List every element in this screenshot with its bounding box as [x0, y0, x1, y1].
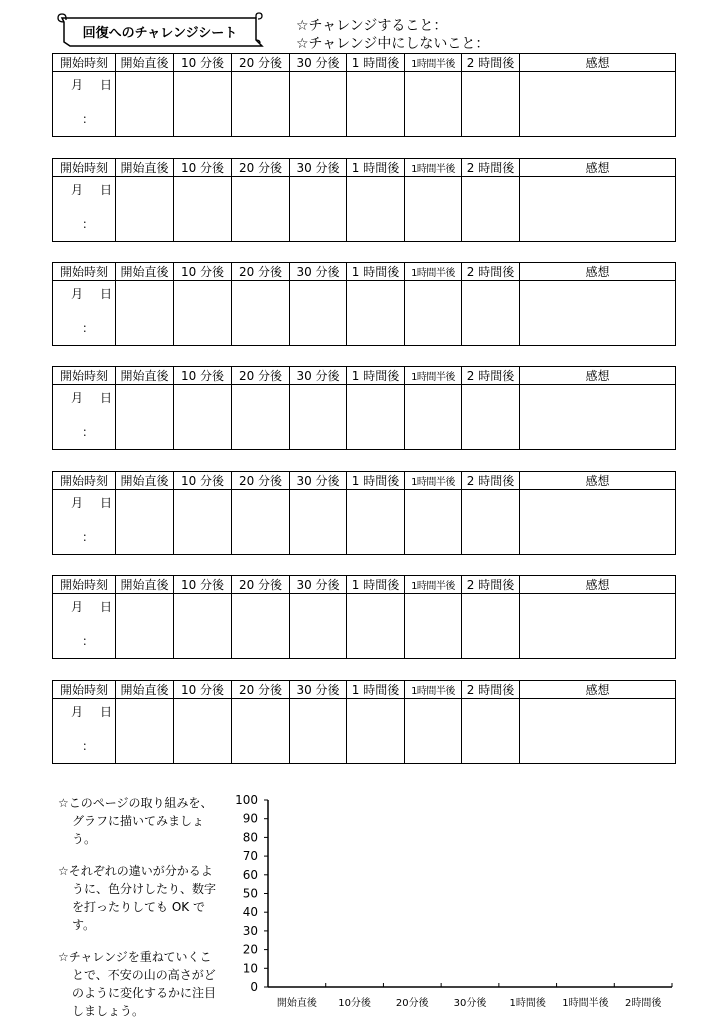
column-header: 開始時刻: [53, 54, 116, 72]
column-header: 2 時間後: [462, 54, 520, 72]
anxiety-score-cell[interactable]: [232, 699, 290, 764]
column-header: 30 分後: [290, 576, 347, 594]
anxiety-score-cell[interactable]: [405, 177, 462, 242]
anxiety-score-cell[interactable]: [462, 490, 520, 555]
day-label: 日: [100, 287, 113, 301]
column-header: 開始時刻: [53, 367, 116, 385]
impression-cell[interactable]: [520, 72, 676, 137]
anxiety-score-cell[interactable]: [116, 385, 174, 450]
column-header: 10 分後: [174, 576, 232, 594]
day-label: 日: [100, 496, 113, 510]
impression-cell[interactable]: [520, 594, 676, 659]
anxiety-score-cell[interactable]: [405, 281, 462, 346]
instruction-2: ☆それぞれの違いが分かるように、色分けしたり、数字を打ったりしても OK です。: [58, 864, 217, 932]
start-time-cell[interactable]: [53, 594, 116, 659]
instruction-1: ☆このページの取り組みを、グラフに描いてみましょう。: [58, 796, 213, 846]
anxiety-score-cell[interactable]: [232, 594, 290, 659]
x-tick-label: 10分後: [338, 998, 371, 1009]
anxiety-score-cell[interactable]: [347, 699, 405, 764]
instruction-3: ☆チャレンジを重ねていくことで、不安の山の高さがどのように変化するかに注目しましょう。: [58, 950, 217, 1018]
challenge-prompts: [296, 17, 489, 53]
column-header: 2 時間後: [462, 681, 520, 699]
column-header: 開始直後: [116, 263, 174, 281]
x-tick-label: 20分後: [395, 998, 429, 1009]
anxiety-score-cell[interactable]: [116, 490, 174, 555]
month-label: 月: [71, 600, 84, 614]
column-header: 1時間半後: [405, 472, 462, 490]
column-header: 20 分後: [232, 576, 290, 594]
anxiety-score-cell[interactable]: [174, 699, 232, 764]
column-header: 1時間半後: [405, 54, 462, 72]
column-header: 20 分後: [232, 159, 290, 177]
anxiety-score-cell[interactable]: [290, 594, 347, 659]
column-header: 30 分後: [290, 263, 347, 281]
column-header: 開始時刻: [53, 472, 116, 490]
anxiety-score-cell[interactable]: [405, 490, 462, 555]
column-header: 開始直後: [116, 367, 174, 385]
page-title: 回復へのチャレンジシート: [82, 26, 238, 41]
y-tick-label: 60: [242, 867, 258, 882]
anxiety-score-cell[interactable]: [174, 281, 232, 346]
anxiety-score-cell[interactable]: [116, 594, 174, 659]
x-tick-label: 開始直後: [276, 998, 317, 1009]
anxiety-score-cell[interactable]: [232, 385, 290, 450]
anxiety-score-cell[interactable]: [405, 594, 462, 659]
column-header: 感想: [520, 576, 676, 594]
anxiety-score-cell[interactable]: [290, 72, 347, 137]
anxiety-score-cell[interactable]: [347, 594, 405, 659]
anxiety-score-cell[interactable]: [116, 281, 174, 346]
record-table: [52, 366, 676, 450]
column-header: 感想: [520, 367, 676, 385]
anxiety-score-cell[interactable]: [462, 699, 520, 764]
y-tick-label: 10: [242, 961, 258, 976]
anxiety-score-cell[interactable]: [290, 281, 347, 346]
anxiety-score-cell[interactable]: [290, 490, 347, 555]
anxiety-score-cell[interactable]: [232, 490, 290, 555]
anxiety-score-cell[interactable]: [462, 281, 520, 346]
title-banner: [56, 12, 264, 48]
challenge-dont-label: ☆チャレンジ中にしないこと：: [296, 36, 490, 52]
y-tick-label: 90: [242, 811, 258, 826]
column-header: 1時間半後: [405, 681, 462, 699]
column-header: 開始直後: [116, 472, 174, 490]
anxiety-score-cell[interactable]: [462, 385, 520, 450]
anxiety-score-cell[interactable]: [232, 72, 290, 137]
column-header: 開始直後: [116, 159, 174, 177]
anxiety-score-cell[interactable]: [290, 177, 347, 242]
anxiety-score-cell[interactable]: [462, 72, 520, 137]
time-colon: ：: [82, 217, 95, 231]
column-header: 30 分後: [290, 681, 347, 699]
month-label: 月: [71, 705, 84, 719]
record-table: [52, 471, 676, 555]
time-colon: ：: [82, 112, 95, 126]
column-header: 1 時間後: [347, 54, 405, 72]
x-tick-label: 1時間後: [509, 998, 546, 1009]
anxiety-score-cell[interactable]: [174, 177, 232, 242]
column-header: 30 分後: [290, 54, 347, 72]
column-header: 20 分後: [232, 54, 290, 72]
column-header: 感想: [520, 472, 676, 490]
anxiety-score-cell[interactable]: [462, 177, 520, 242]
column-header: 30 分後: [290, 159, 347, 177]
column-header: 2 時間後: [462, 367, 520, 385]
anxiety-score-cell[interactable]: [347, 281, 405, 346]
column-header: 開始直後: [116, 54, 174, 72]
anxiety-score-cell[interactable]: [405, 699, 462, 764]
record-table: [52, 680, 676, 764]
anxiety-score-cell[interactable]: [290, 385, 347, 450]
column-header: 20 分後: [232, 681, 290, 699]
anxiety-chart: [224, 790, 684, 1015]
column-header: 10 分後: [174, 54, 232, 72]
y-tick-label: 100: [235, 793, 258, 807]
column-header: 開始時刻: [53, 681, 116, 699]
y-tick-label: 20: [242, 942, 258, 957]
anxiety-score-cell[interactable]: [347, 177, 405, 242]
day-label: 日: [100, 183, 113, 197]
time-colon: ：: [82, 530, 95, 544]
y-tick-label: 40: [242, 905, 258, 920]
month-label: 月: [71, 287, 84, 301]
day-label: 日: [100, 705, 113, 719]
instructions: [58, 794, 223, 1034]
y-tick-label: 0: [250, 980, 258, 994]
column-header: 2 時間後: [462, 159, 520, 177]
record-table: [52, 575, 676, 659]
impression-cell[interactable]: [520, 281, 676, 346]
record-table: [52, 158, 676, 242]
column-header: 1 時間後: [347, 576, 405, 594]
x-tick-label: 2時間後: [624, 998, 662, 1009]
anxiety-score-cell[interactable]: [174, 594, 232, 659]
impression-cell[interactable]: [520, 177, 676, 242]
start-time-cell[interactable]: [53, 490, 116, 555]
column-header: 1時間半後: [405, 576, 462, 594]
month-label: 月: [71, 391, 84, 405]
column-header: 1 時間後: [347, 159, 405, 177]
column-header: 1 時間後: [347, 681, 405, 699]
time-colon: ：: [82, 425, 95, 439]
column-header: 10 分後: [174, 159, 232, 177]
month-label: 月: [71, 78, 84, 92]
column-header: 1時間半後: [405, 159, 462, 177]
column-header: 2 時間後: [462, 576, 520, 594]
anxiety-score-cell[interactable]: [405, 385, 462, 450]
column-header: 10 分後: [174, 367, 232, 385]
column-header: 1 時間後: [347, 367, 405, 385]
column-header: 20 分後: [232, 472, 290, 490]
day-label: 日: [100, 600, 113, 614]
column-header: 感想: [520, 263, 676, 281]
anxiety-score-cell[interactable]: [290, 699, 347, 764]
day-label: 日: [100, 78, 113, 92]
anxiety-score-cell[interactable]: [174, 385, 232, 450]
start-time-cell[interactable]: [53, 699, 116, 764]
y-tick-label: 30: [242, 923, 258, 938]
column-header: 2 時間後: [462, 472, 520, 490]
start-time-cell[interactable]: [53, 72, 116, 137]
y-tick-label: 70: [242, 849, 258, 864]
time-colon: ：: [82, 739, 95, 753]
anxiety-score-cell[interactable]: [116, 699, 174, 764]
day-label: 日: [100, 391, 113, 405]
column-header: 感想: [520, 54, 676, 72]
anxiety-score-cell[interactable]: [174, 72, 232, 137]
time-colon: ：: [82, 321, 95, 335]
anxiety-score-cell[interactable]: [347, 72, 405, 137]
challenge-do-label: ☆チャレンジすること：: [296, 18, 448, 34]
column-header: 20 分後: [232, 263, 290, 281]
anxiety-score-cell[interactable]: [347, 490, 405, 555]
column-header: 20 分後: [232, 367, 290, 385]
column-header: 開始時刻: [53, 576, 116, 594]
column-header: 10 分後: [174, 263, 232, 281]
anxiety-score-cell[interactable]: [174, 490, 232, 555]
anxiety-score-cell[interactable]: [232, 177, 290, 242]
impression-cell[interactable]: [520, 490, 676, 555]
x-tick-label: 30分後: [453, 998, 487, 1009]
anxiety-score-cell[interactable]: [116, 177, 174, 242]
column-header: 1時間半後: [405, 367, 462, 385]
month-label: 月: [71, 496, 84, 510]
column-header: 開始直後: [116, 576, 174, 594]
anxiety-score-cell[interactable]: [405, 72, 462, 137]
start-time-cell[interactable]: [53, 281, 116, 346]
start-time-cell[interactable]: [53, 385, 116, 450]
y-tick-label: 80: [242, 830, 258, 845]
column-header: 10 分後: [174, 681, 232, 699]
column-header: 2 時間後: [462, 263, 520, 281]
column-header: 1時間半後: [405, 263, 462, 281]
column-header: 1 時間後: [347, 263, 405, 281]
x-tick-label: 1時間半後: [562, 998, 609, 1009]
column-header: 開始直後: [116, 681, 174, 699]
record-table: [52, 262, 676, 346]
column-header: 開始時刻: [53, 159, 116, 177]
column-header: 10 分後: [174, 472, 232, 490]
month-label: 月: [71, 183, 84, 197]
anxiety-score-cell[interactable]: [116, 72, 174, 137]
record-table: [52, 53, 676, 137]
y-tick-label: 50: [242, 886, 258, 901]
impression-cell[interactable]: [520, 385, 676, 450]
time-colon: ：: [82, 634, 95, 648]
impression-cell[interactable]: [520, 699, 676, 764]
column-header: 30 分後: [290, 472, 347, 490]
column-header: 感想: [520, 681, 676, 699]
start-time-cell[interactable]: [53, 177, 116, 242]
column-header: 開始時刻: [53, 263, 116, 281]
column-header: 感想: [520, 159, 676, 177]
column-header: 1 時間後: [347, 472, 405, 490]
anxiety-score-cell[interactable]: [232, 281, 290, 346]
anxiety-score-cell[interactable]: [347, 385, 405, 450]
anxiety-score-cell[interactable]: [462, 594, 520, 659]
column-header: 30 分後: [290, 367, 347, 385]
